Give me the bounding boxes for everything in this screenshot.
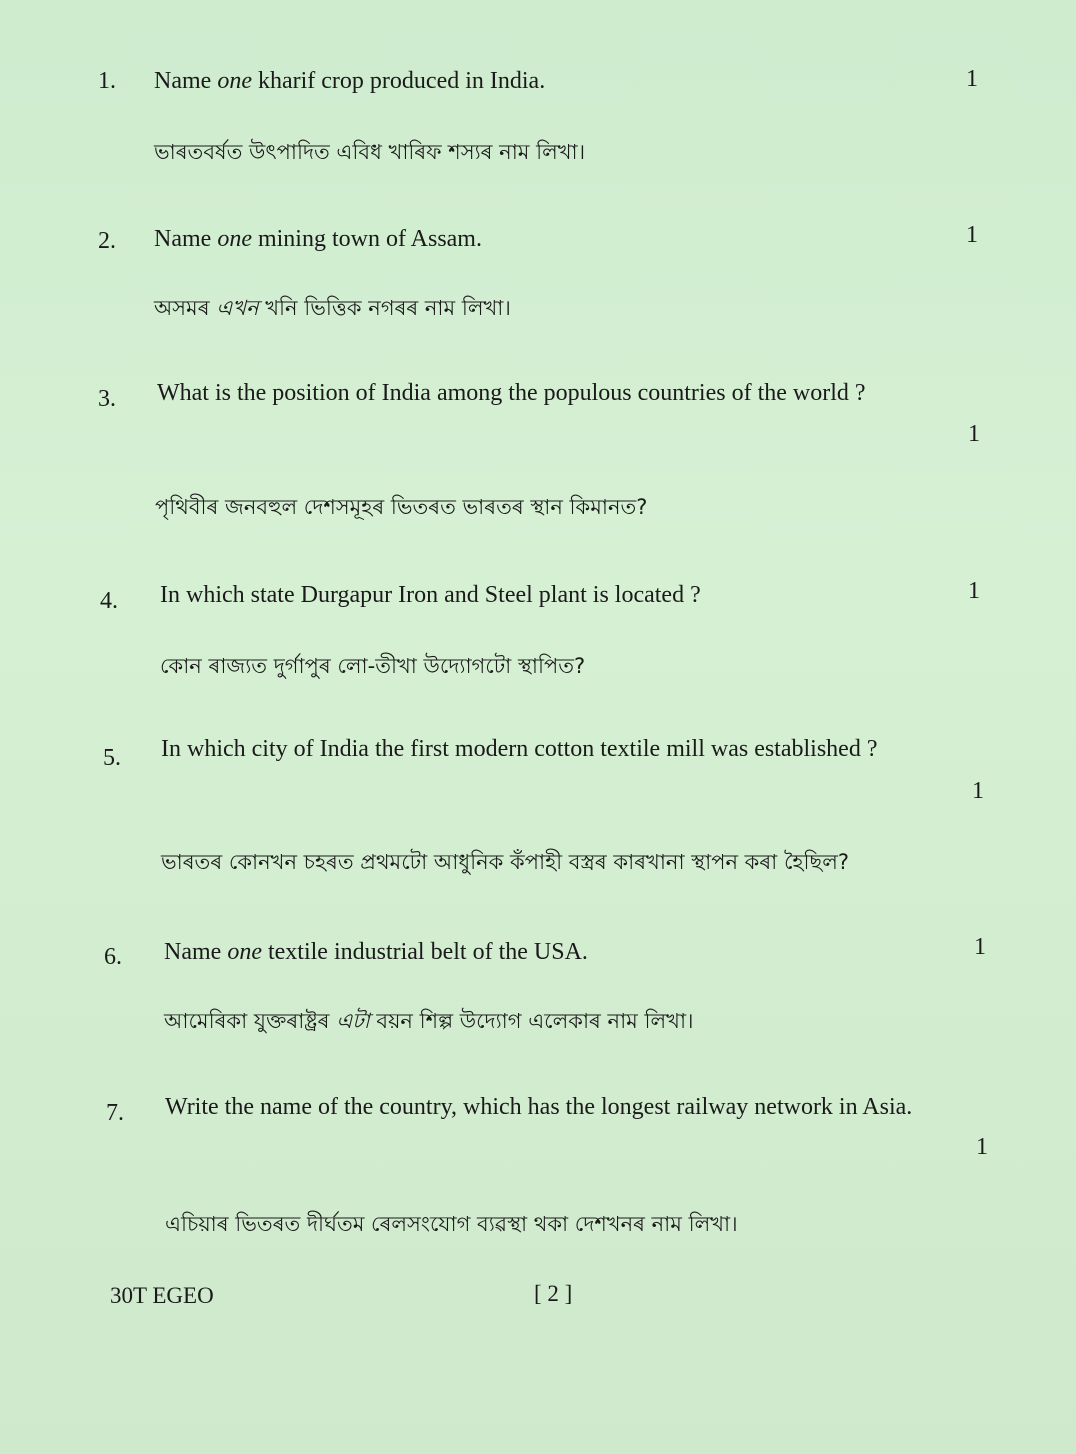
- question-english: Name one textile industrial belt of the USA.: [164, 939, 588, 965]
- question-english: In which state Durgapur Iron and Steel plant is located ?: [160, 582, 701, 608]
- question-english: Name one kharif crop produced in India.: [154, 68, 546, 94]
- question-number: 7.: [106, 1100, 124, 1126]
- page-number: [ 2 ]: [534, 1281, 573, 1306]
- question-number: 6.: [104, 944, 122, 970]
- question-marks: 1: [968, 578, 980, 604]
- question-marks: 1: [966, 66, 978, 92]
- question-assamese: এচিয়াৰ ভিতৰত দীৰ্ঘতম ৰেলসংযোগ ব্যৱস্থা থকা দেশখনৰ নাম লিখা।: [165, 1212, 738, 1236]
- question-number: 2.: [98, 228, 116, 254]
- question-assamese: ভাৰতৰ কোনখন চহৰত প্ৰথমটো আধুনিক কঁপাহী বস্ত্ৰৰ কাৰখানা স্থাপন কৰা হৈছিল?: [161, 850, 849, 874]
- question-english: What is the position of India among the populous countries of the world ?: [157, 380, 866, 406]
- question-marks: 1: [974, 934, 986, 960]
- question-assamese: পৃথিবীৰ জনবহুল দেশসমূহৰ ভিতৰত ভাৰতৰ স্থান কিমানত?: [155, 495, 648, 519]
- question-marks: 1: [966, 222, 978, 248]
- question-english: Write the name of the country, which has the longest railway network in Asia.: [165, 1094, 913, 1120]
- question-assamese: কোন ৰাজ্যত দুৰ্গাপুৰ লো-তীখা উদ্যোগটো স্থাপিত?: [160, 654, 586, 678]
- question-marks: 1: [972, 778, 984, 804]
- question-number: 5.: [103, 745, 121, 771]
- question-number: 4.: [100, 588, 118, 614]
- question-marks: 1: [976, 1134, 988, 1160]
- paper-code: 30T EGEO: [110, 1283, 214, 1308]
- question-assamese: অসমৰ এখন খনি ভিত্তিক নগৰৰ নাম লিখা।: [154, 296, 511, 320]
- question-english: In which city of India the first modern cotton textile mill was established ?: [161, 736, 878, 762]
- question-number: 3.: [98, 386, 116, 412]
- question-marks: 1: [968, 421, 980, 447]
- question-assamese: ভাৰতবৰ্ষত উৎপাদিত এবিধ খাৰিফ শস্যৰ নাম লিখা।: [154, 140, 586, 164]
- question-number: 1.: [98, 68, 116, 94]
- question-assamese: আমেৰিকা যুক্তৰাষ্ট্ৰৰ এটা বয়ন শিল্প উদ্যোগ এলেকাৰ নাম লিখা।: [164, 1009, 694, 1033]
- question-english: Name one mining town of Assam.: [154, 226, 482, 252]
